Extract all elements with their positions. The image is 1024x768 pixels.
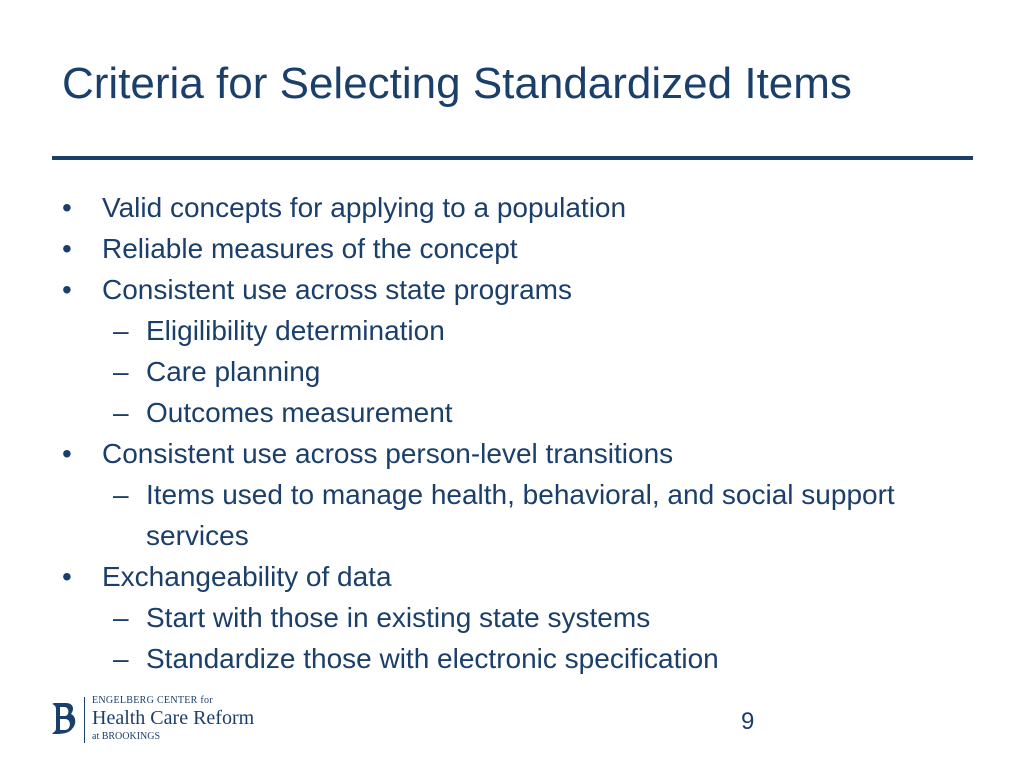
bullet-item [0, 187, 1024, 228]
slide-title: Criteria for Selecting Standardized Items [62, 59, 852, 108]
sub-bullet-item [0, 597, 1024, 638]
bullet-marker: • [62, 561, 72, 592]
bullet-marker: • [62, 192, 72, 223]
bullet-text: Standardize those with electronic specification [146, 643, 719, 674]
bullet-text: Outcomes measurement [146, 397, 453, 428]
logo-line1: ENGELBERG CENTER for [92, 695, 213, 706]
bullet-list [0, 187, 1024, 679]
logo-divider [84, 697, 85, 743]
dash-marker: – [113, 643, 129, 674]
bullet-text: Exchangeability of data [102, 561, 392, 592]
bullet-marker: • [62, 274, 72, 305]
dash-marker: – [113, 397, 129, 428]
bullet-text: Consistent use across person-level transitions [102, 438, 674, 469]
logo-line2: Health Care Reform [92, 707, 255, 729]
bullet-text: Start with those in existing state systems [146, 602, 651, 633]
bullet-text: Items used to manage health, behavioral, and social support services [146, 479, 895, 551]
brookings-b-icon [48, 699, 78, 739]
page-number: 9 [741, 708, 755, 735]
bullet-text: Care planning [146, 356, 321, 387]
bullet-text: Valid concepts for applying to a population [102, 192, 627, 223]
sub-bullet-item [0, 351, 1024, 392]
bullet-item [0, 228, 1024, 269]
bullet-item [0, 556, 1024, 597]
dash-marker: – [113, 315, 129, 346]
dash-marker: – [113, 479, 129, 510]
sub-bullet-item [0, 638, 1024, 679]
sub-bullet-item [0, 392, 1024, 433]
bullet-marker: • [62, 233, 72, 264]
dash-marker: – [113, 356, 129, 387]
bullet-text: Reliable measures of the concept [102, 233, 518, 264]
bullet-marker: • [62, 438, 72, 469]
logo-line3: at BROOKINGS [92, 731, 161, 742]
bullet-item [0, 433, 1024, 474]
sub-bullet-item [0, 310, 1024, 351]
bullet-text: Eligilibility determination [146, 315, 445, 346]
title-underline [52, 156, 973, 160]
bullet-text: Consistent use across state programs [102, 274, 572, 305]
bullet-item [0, 269, 1024, 310]
brookings-logo [48, 693, 308, 749]
sub-bullet-item [0, 474, 1024, 556]
dash-marker: – [113, 602, 129, 633]
